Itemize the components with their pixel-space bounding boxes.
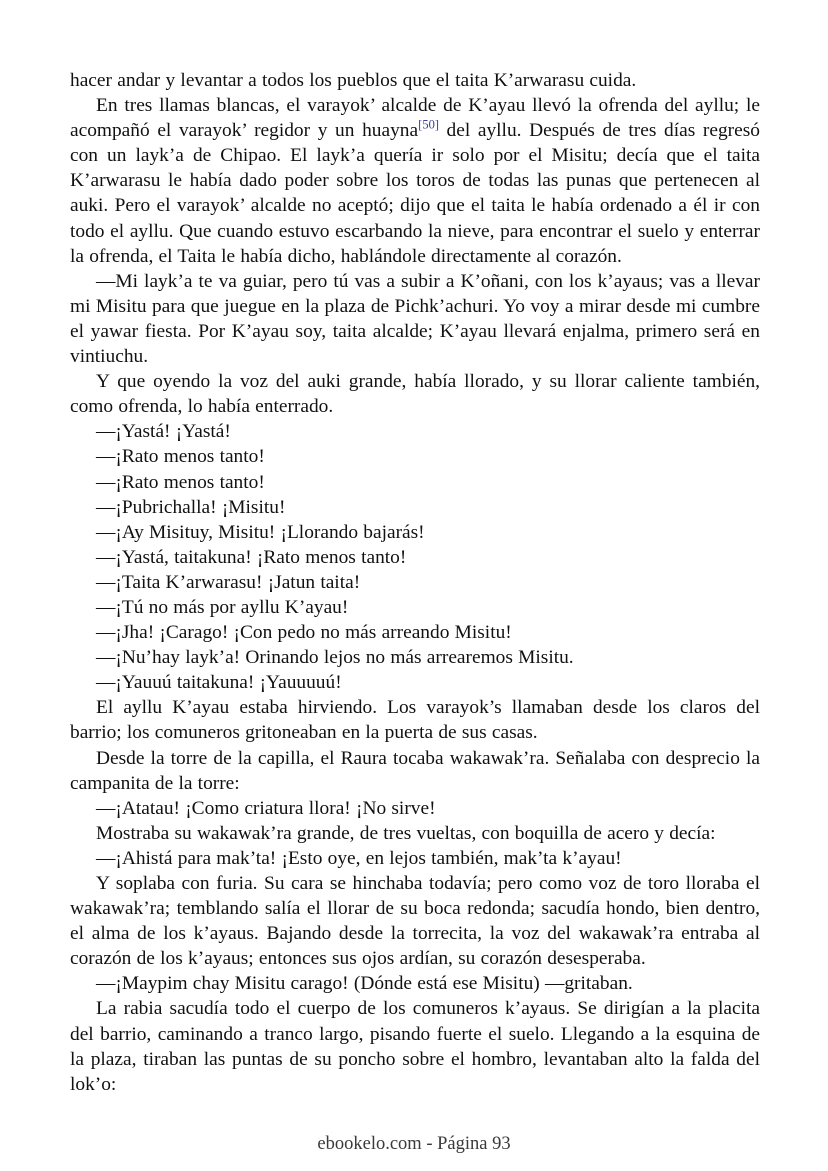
dialogue-line: —¡Taita K’arwarasu! ¡Jatun taita!	[96, 571, 361, 593]
page-footer: ebookelo.com - Página 93	[317, 1134, 511, 1154]
dialogue-line: —¡Rato menos tanto!	[96, 471, 265, 493]
dialogue-line: —¡Ay Misituy, Misitu! ¡Llorando bajarás!	[96, 521, 425, 543]
dialogue-line: —¡Atatau! ¡Como criatura llora! ¡No sirve!	[96, 797, 436, 819]
dialogue-line: —¡Yastá! ¡Yastá!	[96, 421, 231, 443]
dialogue-line: —¡Maypim chay Misitu carago! (Dónde está ese Misitu) —gritaban.	[96, 973, 633, 995]
dialogue-line: —¡Tú no más por ayllu K’ayau!	[96, 596, 349, 618]
paragraph: Y que oyendo la voz del auki grande, había llorado, y su llorar caliente también, como ofrenda, lo había enterrado.	[70, 371, 760, 418]
paragraph: El ayllu K’ayau estaba hirviendo. Los varayok’s llamaban desde los claros del barrio; los comuneros gritoneaban en la puerta de sus casas.	[70, 697, 760, 744]
dialogue-line: —¡Yastá, taitakuna! ¡Rato menos tanto!	[96, 546, 407, 568]
dialogue-line: —¡Nu’hay layk’a! Orinando lejos no más arrearemos Misitu.	[96, 647, 574, 669]
page-text-column	[70, 68, 760, 1097]
paragraph: —Mi layk’a te va guiar, pero tú vas a subir a K’oñani, con los k’ayaus; vas a llevar mi Misitu para que juegue en la plaza de Pichk’achuri. Yo voy a mirar desde mi cumbre el yawar fiesta. Por K’ayau soy, taita alcalde; K’ayau llevará enjalma, primero será en vintiuchu.	[70, 270, 760, 368]
footnote-link-50[interactable]: [50]	[418, 117, 439, 132]
dialogue-line: —¡Yauuú taitakuna! ¡Yauuuuú!	[96, 672, 342, 694]
dialogue-line: —¡Ahistá para mak’ta! ¡Esto oye, en lejos también, mak’ta k’ayau!	[96, 847, 622, 869]
paragraph: Desde la torre de la capilla, el Raura tocaba wakawak’ra. Señalaba con desprecio la campanita de la torre:	[70, 747, 760, 794]
paragraph: La rabia sacudía todo el cuerpo de los comuneros k’ayaus. Se dirigían a la placita del barrio, caminando a tranco largo, pisando fuerte el suelo. Llegando a la esquina de la plaza, tiraban las puntas de su poncho sobre el hombro, levantaban alto la falda del lok’o:	[70, 998, 760, 1095]
paragraph-continuation: hacer andar y levantar a todos los pueblos que el taita K’arwarasu cuida.	[70, 70, 637, 91]
dialogue-line: —¡Pubrichalla! ¡Misitu!	[96, 496, 286, 518]
dialogue-line: —¡Rato menos tanto!	[96, 446, 265, 468]
paragraph-with-footnote	[70, 93, 760, 269]
paragraph: Y soplaba con furia. Su cara se hinchaba todavía; pero como voz de toro lloraba el wakawak’ra; temblando salía el llorar de su boca redonda; sacudía hondo, bien dentro, el alma de los k’ayaus. Bajando desde la torrecita, la voz del wakawak’ra entraba al corazón de los k’ayaus; entonces sus ojos ardían, su corazón desesperaba.	[70, 873, 760, 970]
paragraph-text-after-footnote: del ayllu. Después de tres días regresó con un layk’a de Chipao. El layk’a quería ir solo por el Misitu; decía que el taita K’arwarasu le había dado poder sobre los toros de todas las punas que pertenecen al auki. Pero el varayok’ alcalde no aceptó; dijo que el taita le había ordenado a él ir con todo el ayllu. Que cuando estuvo escarbando la nieve, para encontrar el suelo y enterrar la ofrenda, el Taita le había dicho, hablándole directamente al corazón.	[70, 120, 760, 267]
paragraph-text-before-footnote: En tres llamas blancas, el varayok’ alcalde de K’ayau llevó la ofrenda del ayllu; le acompañó el varayok’ regidor y un huayna	[70, 95, 760, 142]
paragraph: Mostraba su wakawak’ra grande, de tres vueltas, con boquilla de acero y decía:	[96, 822, 716, 844]
dialogue-line: —¡Jha! ¡Carago! ¡Con pedo no más arreando Misitu!	[96, 622, 512, 644]
